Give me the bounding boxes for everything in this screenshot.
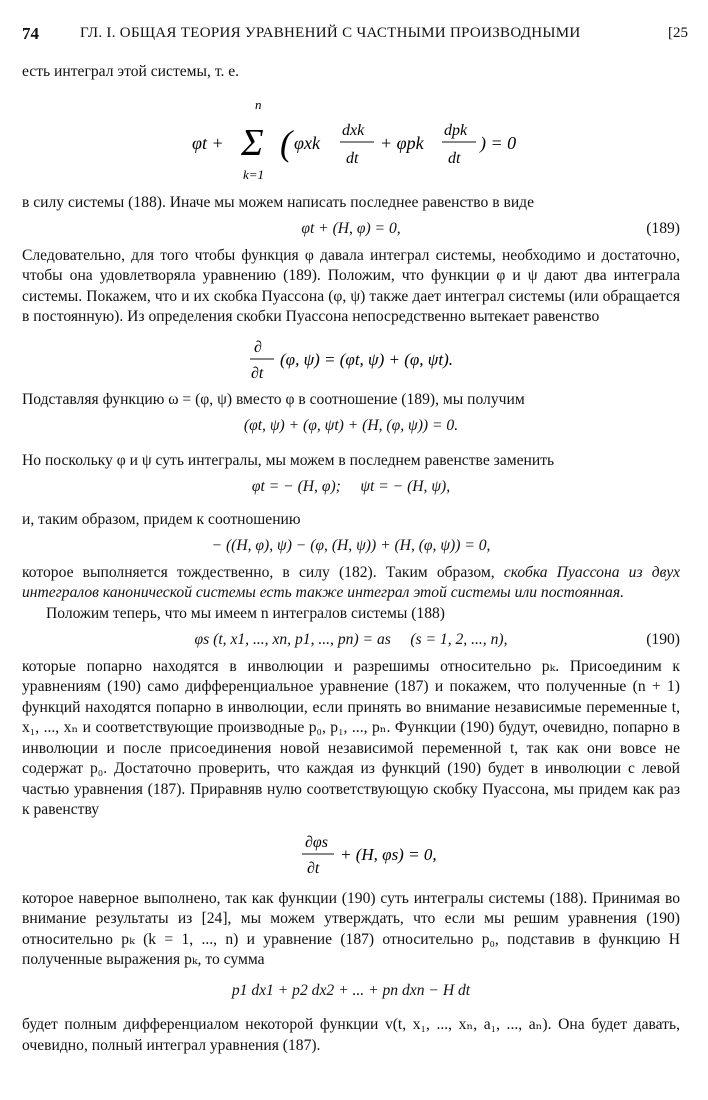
eq-dt-rest: (φ, ψ) = (φt, ψ) + (φ, ψt). bbox=[280, 349, 453, 369]
equation-phi-s-svg bbox=[22, 827, 680, 883]
eq-sum-dp: dpk bbox=[444, 121, 468, 139]
eq-sum-lower: k=1 bbox=[243, 166, 265, 182]
equation-replacement bbox=[22, 477, 680, 498]
eq-sum-phi-x: φxk bbox=[294, 132, 320, 153]
section-number: [25 bbox=[668, 25, 688, 41]
eq-phis-num: ∂φs bbox=[305, 833, 328, 851]
paragraph-7-text: которое выполняется тождественно, в силу (182). Таким образом, bbox=[22, 563, 495, 581]
equation-189 bbox=[22, 219, 680, 240]
eq-phis-den: ∂t bbox=[307, 859, 320, 877]
equation-sum-svg bbox=[22, 87, 680, 185]
paragraph-11: будет полным дифференциалом некоторой функции v(t, x₁, ..., xₙ, a₁, ..., aₙ). Она будет давать, очевидно, полный интеграл уравнения (187). bbox=[22, 1016, 680, 1054]
paragraph-3: Следовательно, для того чтобы функция φ давала интеграл системы, необходимо и достаточно, чтобы она удовлетворяла уравнению (189). Положим, что функции φ и ψ дают два интеграла системы. Покажем, что и их скобка Пуассона (φ, ψ) также дает интеграл системы (или обращается в постоянную). Из определения скобки Пуассона непосредственно вытекает равенство bbox=[22, 246, 680, 325]
equation-phi-s bbox=[22, 827, 680, 883]
eq-sum-dt1: dt bbox=[346, 149, 359, 167]
paragraph-8: Положим теперь, что мы имеем n интегралов системы (188) bbox=[46, 604, 446, 622]
equation-poisson-derivative-svg bbox=[22, 334, 680, 384]
page-body bbox=[22, 62, 680, 1056]
paragraph-5: Но поскольку φ и ψ суть интегралы, мы можем в последнем равенстве заменить bbox=[22, 451, 555, 469]
eq-dt-num: ∂ bbox=[254, 338, 262, 356]
equation-189-body: φt + (H, φ) = 0, bbox=[301, 220, 401, 237]
equation-sum bbox=[22, 87, 680, 185]
equation-poisson-derivative bbox=[22, 334, 680, 384]
paragraph-4: Подставляя функцию ω = (φ, ψ) вместо φ в соотношение (189), мы получим bbox=[22, 390, 525, 408]
equation-identity bbox=[22, 536, 680, 557]
equation-replacement-body: φt = − (H, φ); ψt = − (H, ψ), bbox=[251, 478, 451, 495]
equation-differential-sum bbox=[22, 981, 680, 1002]
eq-sum-dx: dxk bbox=[342, 121, 365, 139]
paragraph-2: в силу системы (188). Иначе мы можем написать последнее равенство в виде bbox=[22, 193, 535, 211]
equation-189-number: (189) bbox=[646, 220, 680, 237]
equation-190 bbox=[22, 630, 680, 651]
paragraph-10: которое наверное выполнено, так как функции (190) суть интегралы системы (188). Принимая во внимание результаты из [24], мы можем утверждать, что если мы решим уравнения (190) относительно pₖ (k = 1, ..., n) и уравнение (187) относительно p₀, подставив в функцию H полученные выражения pₖ, то сумма bbox=[22, 889, 680, 968]
eq-sum-rhs: ) = 0 bbox=[480, 132, 517, 153]
equation-differential-sum-body: p1 dx1 + p2 dx2 + ... + pn dxn − H dt bbox=[231, 981, 471, 999]
paragraph-1: есть интеграл этой системы, т. е. bbox=[22, 63, 240, 80]
paragraph-6: и, таким образом, придем к соотношению bbox=[22, 510, 301, 528]
paragraph-9: которые попарно находятся в инволюции и разрешимы относительно pₖ. Присоединим к уравнениям (190) само дифференциальное уравнение (187) и покажем, что полученные (n + 1) функций находятся попарно в инволюции, если принять во внимание независимые переменные t, x₁, ..., xₙ и соответствующие производные p₀, p₁, ..., pₙ. Функции (190) будут, очевидно, попарно в инволюции и после присоединения новой независимой переменной t, так как они вовсе не содержат p₀. Достаточно проверить, что каждая из функций (190) будет в инволюции с левой частью уравнения (187). Приравняв нулю соответствующую скобку Пуассона, мы придем как раз к равенству bbox=[22, 657, 680, 818]
eq-sum-phi-p: + φpk bbox=[380, 132, 424, 153]
page-number: 74 bbox=[22, 24, 39, 43]
equation-substitution-body: (φt, ψ) + (φ, ψt) + (H, (φ, ψ)) = 0. bbox=[243, 417, 459, 434]
paragraph-7 bbox=[22, 563, 680, 604]
equation-190-body: φs (t, x1, ..., xn, p1, ..., pn) = as (s = 1, 2, ..., n), bbox=[194, 631, 508, 648]
eq-sum-phi-t: φt + bbox=[192, 132, 224, 153]
equation-substitution bbox=[22, 416, 680, 437]
eq-phis-rest: + (H, φs) = 0, bbox=[340, 844, 437, 864]
chapter-title: ГЛ. I. ОБЩАЯ ТЕОРИЯ УРАВНЕНИЙ С ЧАСТНЫМИ ПРОИЗВОДНЫМИ bbox=[80, 25, 581, 41]
theorem-statement: скобка Пуассона из двух интегралов канонической системы есть также интеграл этой системы или постоянная. bbox=[22, 563, 680, 601]
equation-190-number: (190) bbox=[646, 631, 680, 648]
left-paren: ( bbox=[280, 122, 292, 163]
running-header bbox=[22, 24, 688, 48]
eq-sum-dt2: dt bbox=[448, 149, 461, 167]
eq-sum-upper: n bbox=[255, 96, 262, 112]
equation-identity-body: − ((H, φ), ψ) − (φ, (H, ψ)) + (H, (φ, ψ)) = 0, bbox=[211, 537, 491, 554]
eq-dt-den: ∂t bbox=[251, 364, 264, 382]
sigma-symbol: Σ bbox=[241, 121, 264, 164]
